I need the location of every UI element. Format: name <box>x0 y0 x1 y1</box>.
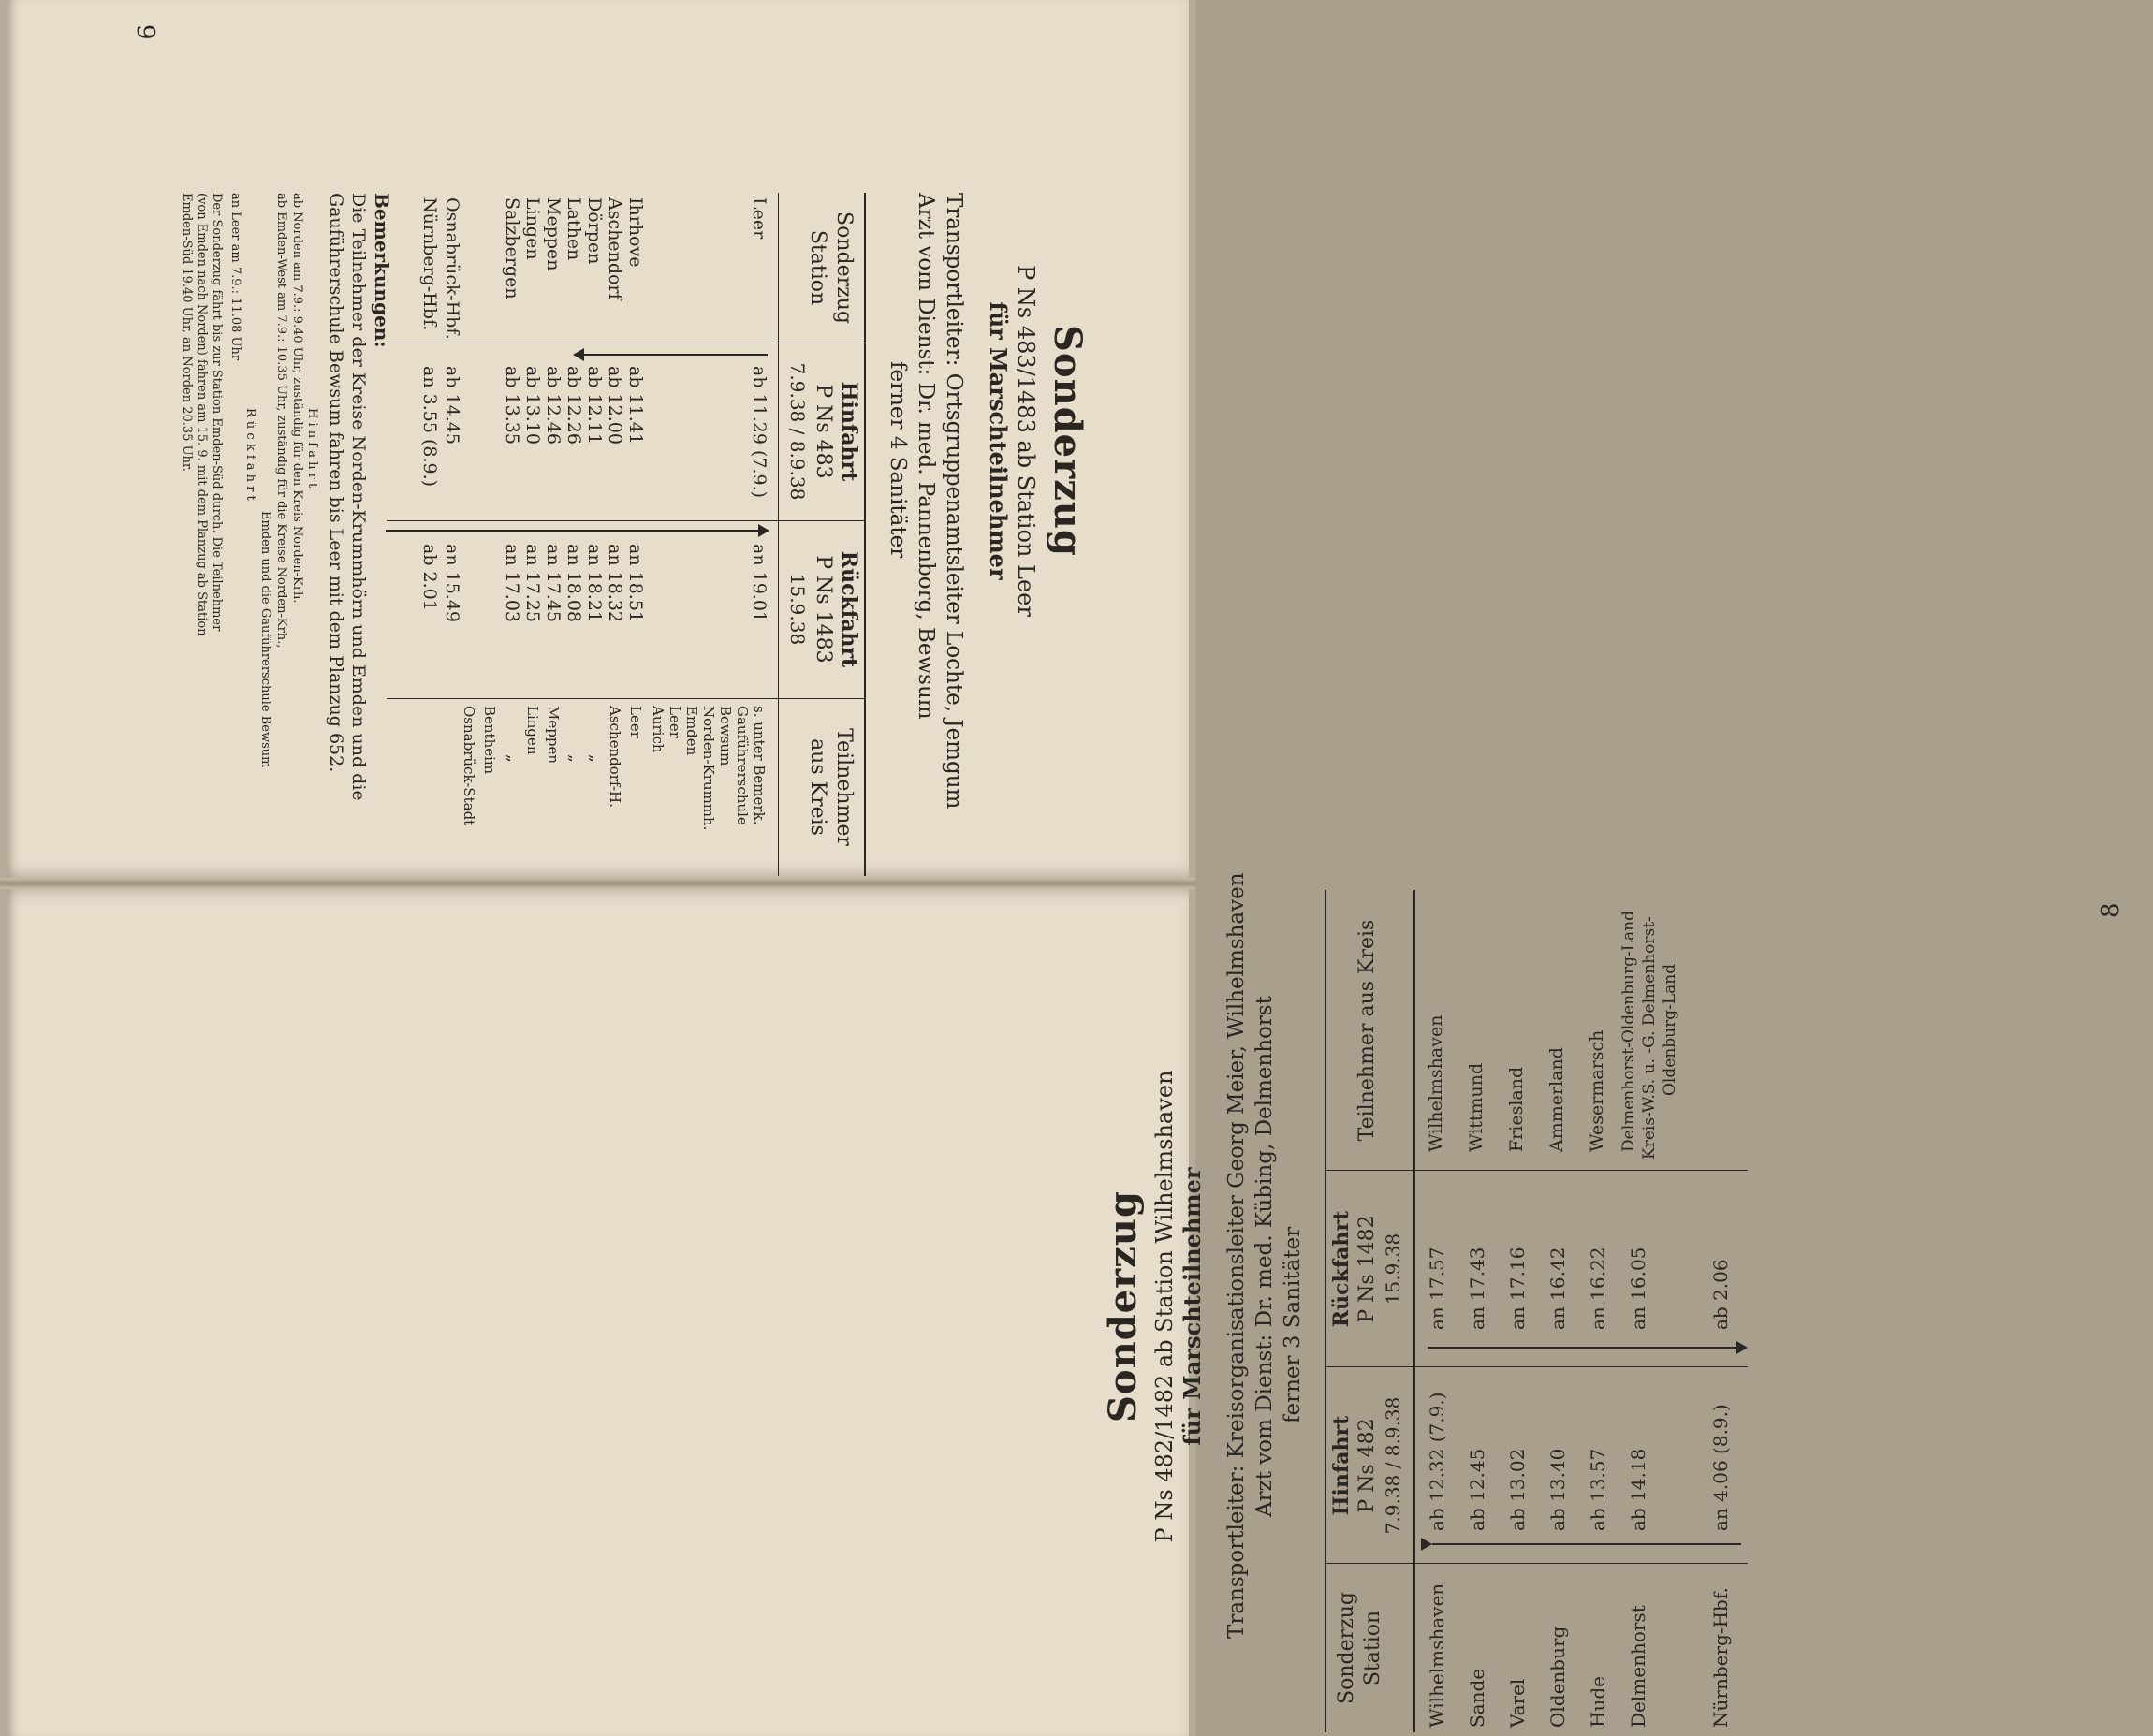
row-out: ab 12.45 <box>1466 1448 1488 1531</box>
col-ret-dates: 15.9.38 <box>1382 1233 1404 1306</box>
row-station: Delmenhorst <box>1627 1605 1649 1728</box>
row-station: Nürnberg-Hbf. <box>419 197 440 331</box>
row-region: „ <box>586 754 605 763</box>
book-gutter <box>0 878 1195 889</box>
row-out: an 4.06 (8.9.) <box>1709 1404 1732 1531</box>
row-station: Hude <box>1587 1676 1609 1728</box>
row-ret: an 16.22 <box>1587 1247 1609 1330</box>
for-line: für Marschteilnehmer <box>985 301 1012 580</box>
row-ret: an 16.05 <box>1627 1247 1649 1330</box>
row-region: Bentheim <box>481 706 498 775</box>
col-station-header-2: Station <box>1361 1610 1384 1686</box>
staff-medics: ferner 4 Sanitäter <box>886 361 910 559</box>
row-ret: an 17.43 <box>1466 1247 1488 1330</box>
col-region-header: Teilnehmer <box>832 728 856 846</box>
rueckfahrt-line-2: Der Sonderzug fährt bis zur Station Emden-Süd durch. Die Teilnehmer <box>210 193 224 632</box>
row-out: ab 12.32 (7.9.) <box>1426 1392 1448 1531</box>
staff-medics: ferner 3 Sanitäter <box>1281 1226 1305 1423</box>
row-region: Wilhelmshaven <box>1426 1014 1446 1152</box>
row-station: Leer <box>749 197 769 240</box>
page-title: Sonderzug <box>1046 325 1090 557</box>
row-region: Ammerland <box>1546 1047 1567 1152</box>
page-8 <box>7 883 1189 1736</box>
row-region: Oldenburg-Land <box>1661 963 1679 1096</box>
row-out: ab 13.57 <box>1587 1448 1609 1531</box>
row-region: Delmenhorst-Oldenburg-Land <box>1619 911 1638 1152</box>
arrow-down-out-head <box>1421 1538 1432 1551</box>
row-region: Lingen <box>524 706 541 755</box>
row-station: Dörpen <box>584 197 605 265</box>
row-station: Meppen <box>543 197 564 271</box>
table-top-rule <box>1325 890 1326 1732</box>
rueckfahrt-line-4: Emden-Süd 19.40 Uhr, an Norden 20.35 Uhr. <box>180 193 194 472</box>
row-ret: an 15.49 <box>442 544 462 622</box>
row-region: Aurich <box>650 706 666 753</box>
col-out-header: Hinfahrt <box>1329 1415 1354 1516</box>
staff-doctor: Arzt vom Dienst: Dr. med. Pannenborg, Bewsum <box>914 193 938 720</box>
row-ret: an 19.01 <box>749 544 769 622</box>
row-ret: an 18.51 <box>625 544 646 622</box>
page-title: Sonderzug <box>1101 1190 1145 1422</box>
row-out: ab 13.35 <box>502 366 522 445</box>
row-ret: an 17.57 <box>1426 1247 1448 1330</box>
col-region-header-2: aus Kreis <box>806 738 829 836</box>
col-out-header: Hinfahrt <box>837 381 861 482</box>
col-station-header: Sonderzug <box>832 212 856 324</box>
table-top-rule <box>864 193 866 876</box>
remarks-line-1: Die Teilnehmer der Kreise Norden-Krummhörn und Emden und die <box>348 193 369 801</box>
row-region: Wesermarsch <box>1587 1029 1607 1152</box>
col-out-dates: 7.9.38 / 8.9.38 <box>1382 1396 1404 1535</box>
row-out: ab 12.46 <box>543 366 564 445</box>
train-line: P Ns 482/1482 ab Station Wilhelmshaven <box>1151 1070 1178 1543</box>
hinfahrt-line-1: ab Norden am 7.9.: 9.40 Uhr, zuständig für den Kreis Norden-Krh. <box>290 193 304 604</box>
row-out: ab 13.02 <box>1506 1448 1529 1531</box>
row-ret: an 18.08 <box>564 544 584 622</box>
row-out: ab 12.00 <box>605 366 625 445</box>
col-ret-dates: 15.9.38 <box>786 573 809 646</box>
row-region: Wittmund <box>1466 1062 1487 1152</box>
row-region: Leer <box>666 706 683 738</box>
col-station-header-2: Station <box>806 229 829 306</box>
row-out: an 3.55 (8.9.) <box>419 366 440 488</box>
col-region-header: Teilnehmer aus Kreis <box>1355 919 1379 1142</box>
page-number: 9 <box>131 24 159 40</box>
row-ret: an 17.45 <box>543 544 564 622</box>
row-out: ab 11.29 (7.9.) <box>749 366 769 499</box>
row-region: Meppen <box>545 706 562 764</box>
row-ret: ab 2.06 <box>1709 1259 1732 1330</box>
col-out-train: P Ns 482 <box>1355 1418 1379 1513</box>
row-region: „ <box>504 754 522 763</box>
row-out: ab 12.11 <box>584 366 605 445</box>
row-out: ab 13.40 <box>1546 1448 1569 1531</box>
row-ret: an 17.16 <box>1506 1247 1529 1330</box>
row-region: „ <box>565 754 584 763</box>
row-ret: an 16.42 <box>1546 1247 1569 1330</box>
row-out: ab 12.26 <box>564 366 584 445</box>
col-ret-train: P Ns 1482 <box>1355 1215 1379 1323</box>
arrow-up-ret <box>1428 1347 1736 1349</box>
row-ret: ab 2.01 <box>419 544 440 611</box>
row-out: ab 11.41 <box>625 366 646 445</box>
row-region: s. unter Bemerk. <box>751 706 768 825</box>
row-station: Ihrhove <box>625 197 646 268</box>
remarks-line-2: Gauführerschule Bewsum fahren bis Leer mit dem Planzug 652. <box>326 193 346 773</box>
row-out: ab 14.18 <box>1627 1448 1649 1531</box>
hinfahrt-label: H i n f a h r t <box>305 408 319 489</box>
rueckfahrt-line-3: (von Emden nach Norden) fahren am 15. 9. mit dem Planzug ab Station <box>195 193 209 636</box>
for-line: für Marschteilnehmer <box>1179 1167 1206 1446</box>
row-station: Osnabrück-Hbf. <box>442 197 462 340</box>
arrow-down-out <box>1432 1543 1741 1545</box>
remarks-title: Bemerkungen: <box>371 193 393 348</box>
row-ret: an 17.03 <box>502 544 522 622</box>
rueckfahrt-label: R ü c k f a h r t <box>243 408 257 501</box>
row-station: Sande <box>1466 1668 1488 1728</box>
arrow-down-out-head <box>573 348 584 361</box>
page-number: 8 <box>2097 902 2125 918</box>
row-station: Nürnberg-Hbf. <box>1709 1587 1732 1728</box>
arrow-up-ret-head <box>1736 1341 1748 1354</box>
col-ret-header: Rückfahrt <box>1329 1210 1354 1328</box>
col-station-header: Sonderzug <box>1335 1592 1358 1704</box>
row-station: Oldenburg <box>1546 1626 1569 1728</box>
arrow-up-ret-head <box>758 524 769 537</box>
row-region: Osnabrück-Stadt <box>461 706 477 826</box>
row-station: Lingen <box>522 197 543 260</box>
row-station: Wilhelmshaven <box>1426 1583 1448 1728</box>
train-line: P Ns 483/1483 ab Station Leer <box>1013 265 1039 617</box>
col-ret-header: Rückfahrt <box>837 550 861 668</box>
row-region: Friesland <box>1506 1066 1527 1152</box>
page-9-content <box>14 6 1105 876</box>
staff-transport-leader: Transportleiter: Kreisorganisationsleiter Georg Meier, Wilhelmshaven <box>1224 872 1249 1639</box>
row-region: Kreis-W.S. u. -G. Delmenhorst- <box>1640 916 1659 1160</box>
row-ret: an 18.21 <box>584 544 605 622</box>
rueckfahrt-line-1: an Leer am 7.9.: 11.08 Uhr <box>228 193 242 361</box>
hinfahrt-line-3: Emden und die Gauführerschule Bewsum <box>258 511 272 768</box>
col-out-dates: 7.9.38 / 8.9.38 <box>786 362 809 501</box>
arrow-up-ret <box>386 530 760 532</box>
row-ret: an 18.32 <box>605 544 625 622</box>
hinfahrt-line-2: ab Emden-West am 7.9.: 10.35 Uhr, zuständig für die Kreise Norden-Krh., <box>274 193 288 649</box>
table-header-rule <box>778 193 779 876</box>
row-station: Lathen <box>564 197 584 261</box>
row-ret: an 17.25 <box>522 544 543 622</box>
arrow-down-out <box>584 354 768 356</box>
row-station: Varel <box>1506 1678 1529 1728</box>
row-out: ab 14.45 <box>442 366 462 445</box>
col-out-train: P Ns 483 <box>812 384 835 479</box>
staff-doctor: Arzt vom Dienst: Dr. med. Kübing, Delmenhorst <box>1252 996 1277 1517</box>
staff-transport-leader: Transportleiter: Ortsgruppenamtsleiter Lochte, Jemgum <box>942 193 966 810</box>
row-region: Norden-Krummh. <box>700 706 717 831</box>
row-region: Bewsum <box>717 706 734 766</box>
row-station: Salzbergen <box>502 197 522 299</box>
table-header-rule <box>1413 890 1415 1732</box>
row-region: Emden <box>683 706 700 756</box>
row-out: ab 13.10 <box>522 366 543 445</box>
col-ret-train: P Ns 1483 <box>812 555 835 664</box>
row-region: Gauführerschule <box>734 706 751 825</box>
col-divider-3 <box>387 698 864 699</box>
page-8-content <box>1086 872 2153 1732</box>
row-region: Aschendorf-H. <box>607 706 623 808</box>
row-station: Aschendorf <box>605 197 625 300</box>
row-region: Leer <box>627 706 644 738</box>
